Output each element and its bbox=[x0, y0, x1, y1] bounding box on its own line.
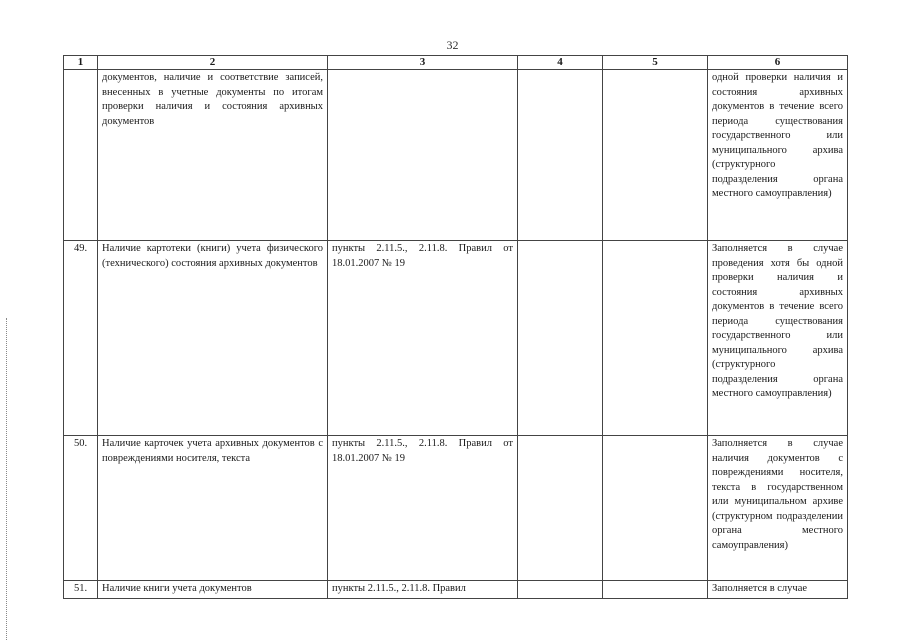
header-col-6: 6 bbox=[708, 56, 848, 70]
row-col4 bbox=[518, 436, 603, 581]
header-col-3: 3 bbox=[328, 56, 518, 70]
header-col-1: 1 bbox=[64, 56, 98, 70]
table-row bbox=[64, 436, 848, 581]
row-number: 49. bbox=[64, 241, 98, 436]
header-col-5: 5 bbox=[603, 56, 708, 70]
header-col-4: 4 bbox=[518, 56, 603, 70]
row-basis: пункты 2.11.5., 2.11.8. Правил от 18.01.2007 № 19 bbox=[328, 241, 518, 436]
row-col5 bbox=[603, 70, 708, 241]
row-basis: пункты 2.11.5., 2.11.8. Правил от 18.01.2007 № 19 bbox=[328, 436, 518, 581]
row-number bbox=[64, 70, 98, 241]
row-col5 bbox=[603, 581, 708, 599]
row-description: Наличие карточек учета архивных документов с повреждениями носителя, текста bbox=[98, 436, 328, 581]
inspection-table bbox=[63, 55, 848, 599]
row-basis: пункты 2.11.5., 2.11.8. Правил bbox=[328, 581, 518, 599]
row-col5 bbox=[603, 436, 708, 581]
margin-line bbox=[6, 318, 7, 640]
row-col4 bbox=[518, 581, 603, 599]
page-number: 32 bbox=[446, 38, 459, 52]
row-note: Заполняется в случае проведения хотя бы одной проверки наличия и состояния архивных документов в течение всего периода существования государственного или муниципального архива (структурного подразделения органа местного самоуправления) bbox=[708, 241, 848, 436]
row-note: Заполняется в случае наличия документов с повреждениями носителя, текста в государственном или муниципальном архиве (структурном подразделении органа местного самоуправления) bbox=[708, 436, 848, 581]
row-note: Заполняется в случае bbox=[708, 581, 848, 599]
row-basis bbox=[328, 70, 518, 241]
row-description: Наличие книги учета документов bbox=[98, 581, 328, 599]
table-row bbox=[64, 581, 848, 599]
table-row bbox=[64, 70, 848, 241]
row-note: одной проверки наличия и состояния архивных документов в течение всего периода существования государственного или муниципального архива (структурного подразделения органа местного самоуправления) bbox=[708, 70, 848, 241]
row-number: 51. bbox=[64, 581, 98, 599]
row-description: документов, наличие и соответствие записей, внесенных в учетные документы по итогам проверки наличия и состояния архивных документов bbox=[98, 70, 328, 241]
row-col4 bbox=[518, 241, 603, 436]
row-col4 bbox=[518, 70, 603, 241]
row-number: 50. bbox=[64, 436, 98, 581]
row-description: Наличие картотеки (книги) учета физического (технического) состояния архивных документов bbox=[98, 241, 328, 436]
row-col5 bbox=[603, 241, 708, 436]
table-header-row bbox=[64, 56, 848, 70]
table-row bbox=[64, 241, 848, 436]
header-col-2: 2 bbox=[98, 56, 328, 70]
